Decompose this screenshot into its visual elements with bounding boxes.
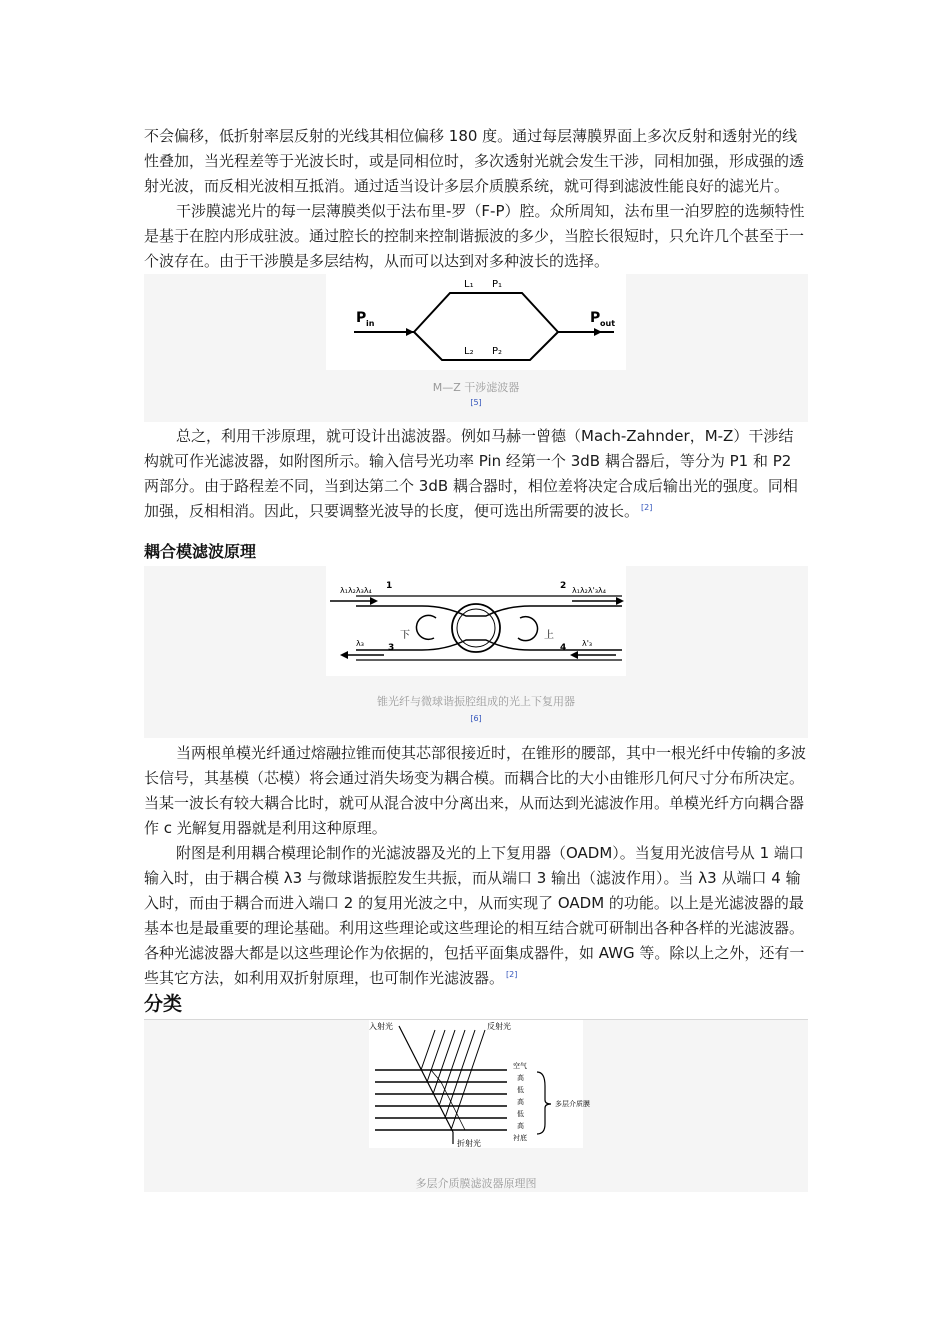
oadm-figure — [144, 566, 808, 738]
multilayer-diagram — [369, 1020, 590, 1148]
port-4-label: 4 — [560, 643, 567, 653]
mz-caption-ref[interactable]: [5] — [470, 398, 482, 407]
paragraph-5-ref[interactable]: [2] — [506, 970, 518, 979]
paragraph-5 — [144, 841, 808, 991]
oadm-in-label: λ₁λ₂λ₃λ₄ — [340, 586, 372, 595]
oadm-out-label: λ₁λ₂λ'₃λ₄ — [572, 586, 606, 595]
layer-3-label: 高 — [517, 1098, 524, 1106]
oadm-caption: 锥光纤与微球谐振腔组成的光上下复用器 — [377, 695, 575, 708]
pin-sub: in — [366, 319, 375, 328]
transmitted-label: 折射光 — [457, 1139, 481, 1148]
oadm-down-label: 下 — [400, 630, 410, 641]
paragraph-5-text: 附图是利用耦合模理论制作的光滤波器及光的上下复用器（OADM）。当复用光波信号从 1 端口输入时，由于耦合模 λ3 与微球谐振腔发生共振，而从端口 3 输出（滤波作用）。当 λ3 从端口 4 输入时，而由于耦合而进入端口 2 的复用光波之中，从而实现了 OADM 的功能。以上是光滤波器的最基本也是最重要的理论基础。利用这些理论或这些理论的相互结合就可研制出各种各样的光滤波器。各种光滤波器大都是以这些理论作为依据的，包括平面集成器件，如 AWG 等。除以上之外，还有一些其它方法，如利用双折射原理，也可制作光滤波器。 — [144, 844, 805, 987]
layer-1-label: 高 — [517, 1074, 524, 1082]
section-heading-coupled-mode: 耦合模滤波原理 — [144, 542, 257, 561]
pout-label: P — [590, 310, 601, 326]
document-page — [144, 124, 808, 1192]
oadm-up-label: 上 — [544, 630, 554, 641]
oadm-add-label: λ'₃ — [582, 639, 593, 648]
substrate-label: 衬底 — [513, 1134, 527, 1142]
paragraph-1: 不会偏移，低折射率层反射的光线其相位偏移 180 度。通过每层薄膜界面上多次反射和透射光的线性叠加，当光程差等于光波长时，或是同相位时，多次透射光就会发生干涉，同相加强，形成强的透射光波，而反相光波相互抵消。通过适当设计多层介质膜系统，就可得到滤波性能良好的滤光片。 — [144, 127, 805, 195]
p1-label: P₁ — [492, 279, 503, 290]
mz-diagram — [326, 274, 626, 370]
mz-figure — [144, 274, 808, 422]
port-2-label: 2 — [560, 581, 567, 591]
mz-caption: M—Z 干涉滤波器 — [432, 381, 520, 394]
port-1-label: 1 — [386, 581, 393, 591]
oadm-drop-label: λ₃ — [356, 639, 364, 648]
layer-2-label: 低 — [517, 1086, 524, 1094]
oadm-diagram — [326, 566, 626, 676]
l2-label: L₂ — [464, 346, 474, 357]
pin-label: P — [356, 310, 367, 326]
stack-label: 多层介质膜 — [555, 1100, 590, 1108]
paragraph-2: 干涉膜滤光片的每一层薄膜类似于法布里-罗（F-P）腔。众所周知，法布里一泊罗腔的选频特性是基于在腔内形成驻波。通过腔长的控制来控制谐振波的多少，当腔长很短时，只允许几个甚至于一个波存在。由于干涉膜是多层结构，从而可以达到对多种波长的选择。 — [144, 202, 805, 270]
multilayer-figure — [144, 1020, 808, 1192]
layer-5-label: 高 — [517, 1122, 524, 1130]
oadm-caption-ref[interactable]: [6] — [470, 714, 482, 723]
l1-label: L₁ — [464, 279, 474, 290]
paragraph-4: 当两根单模光纤通过熔融拉锥而使其芯部很接近时，在锥形的腰部，其中一根光纤中传输的多波长信号，其基模（芯模）将会通过消失场变为耦合模。而耦合比的大小由锥形几何尺寸分布所决定。当某一波长有较大耦合比时，就可从混合波中分离出来，从而达到光滤波作用。单模光纤方向耦合器作 c 光解复用器就是利用这种原理。 — [144, 744, 807, 837]
p2-label: P₂ — [492, 346, 503, 357]
paragraph-3-ref[interactable]: [2] — [641, 503, 653, 512]
pout-sub: out — [600, 319, 616, 328]
incident-label: 入射光 — [369, 1022, 393, 1031]
air-label: 空气 — [513, 1062, 527, 1070]
port-3-label: 3 — [388, 643, 395, 653]
section-heading-classification: 分类 — [144, 993, 183, 1015]
layer-4-label: 低 — [517, 1110, 524, 1118]
paragraph-3-text: 总之，利用干涉原理，就可设计出滤波器。例如马赫一曾德（Mach-Zahnder，M-Z）干涉结构就可作光滤波器，如附图所示。输入信号光功率 Pin 经第一个 3dB 耦合器后，等分为 P1 和 P2 两部分。由于路程差不同，当到达第二个 3dB 耦合器时，相位差将决定合成后输出光的强度。同相加强，反相相消。因此，只要调整光波导的长度，便可选出所需要的波长。 — [144, 427, 798, 520]
reflected-label: 反射光 — [487, 1022, 511, 1031]
paragraph-3 — [144, 424, 808, 524]
multilayer-caption: 多层介质膜滤波器原理图 — [415, 1177, 537, 1190]
